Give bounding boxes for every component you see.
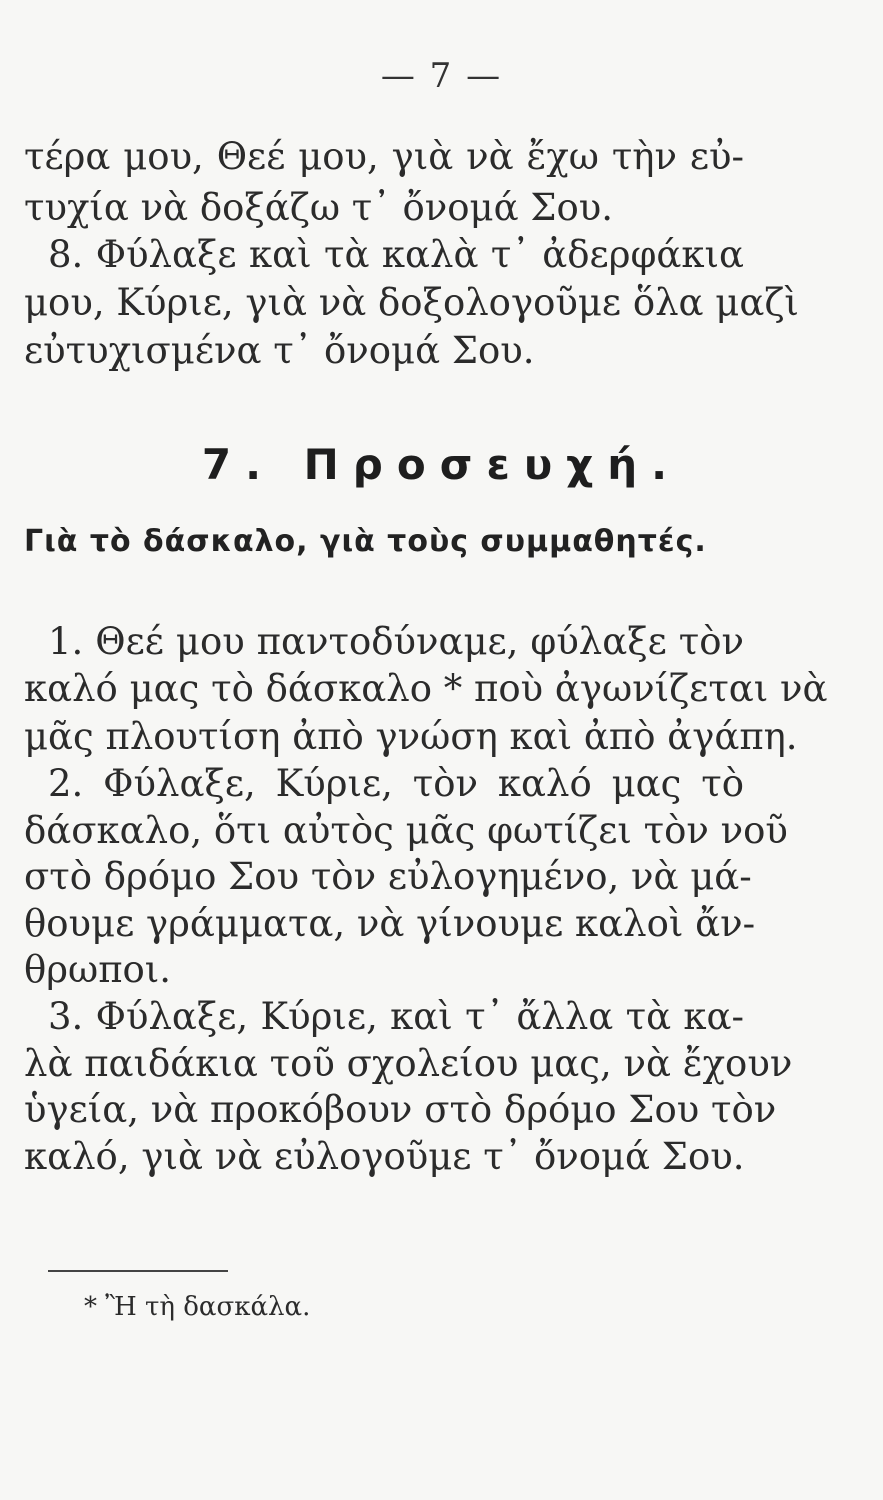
text-line: θουμε γράμματα, νὰ γίνουμε καλοὶ ἄν- (24, 902, 756, 945)
section-heading: 7. Προσευχή. (201, 440, 682, 489)
text-line: λὰ παιδάκια τοῦ σχολείου μας, νὰ ἔχουν (24, 1042, 793, 1085)
text-line: στὸ δρόμο Σου τὸν εὐλογημένο, νὰ μά- (24, 855, 752, 898)
text-line: 8. Φύλαξε καὶ τὰ καλὰ τ᾽ ἀδερφάκια (48, 233, 744, 276)
footnote-divider (48, 1270, 228, 1272)
text-line: εὐτυχισμένα τ᾽ ὄνομά Σου. (24, 329, 535, 372)
section-subheading: Γιὰ τὸ δάσκαλο, γιὰ τοὺς συμμαθητές. (24, 524, 707, 559)
text-line: τυχία νὰ δοξάζω τ᾽ ὄνομά Σου. (24, 186, 614, 229)
text-line: 1. Θεέ μου παντοδύναμε, φύλαξε τὸν (48, 620, 744, 663)
text-line: καλό μας τὸ δάσκαλο * ποὺ ἀγωνίζεται νὰ (24, 667, 828, 710)
page-number: — 7 — (380, 56, 503, 96)
text-line: τέρα μου, Θεέ μου, γιὰ νὰ ἔχω τὴν εὐ- (24, 135, 744, 178)
text-line: καλό, γιὰ νὰ εὐλογοῦμε τ᾽ ὄνομά Σου. (24, 1135, 745, 1178)
text-line: 3. Φύλαξε, Κύριε, καὶ τ᾽ ἄλλα τὰ κα- (48, 995, 744, 1038)
text-line: ὑγεία, νὰ προκόβουν στὸ δρόμο Σου τὸν (24, 1088, 777, 1131)
text-line: 2. Φύλαξε, Κύριε, τὸν καλό μας τὸ (48, 762, 744, 805)
footnote: * Ἢ τὴ δασκάλα. (84, 1292, 311, 1322)
text-line: θρωποι. (24, 948, 172, 991)
text-line: μᾶς πλουτίση ἀπὸ γνώση καὶ ἀπὸ ἀγάπη. (24, 715, 798, 758)
text-line: μου, Κύριε, γιὰ νὰ δοξολογοῦμε ὅλα μαζὶ (24, 281, 799, 324)
text-line: δάσκαλο, ὅτι αὐτὸς μᾶς φωτίζει τὸν νοῦ (24, 809, 788, 852)
